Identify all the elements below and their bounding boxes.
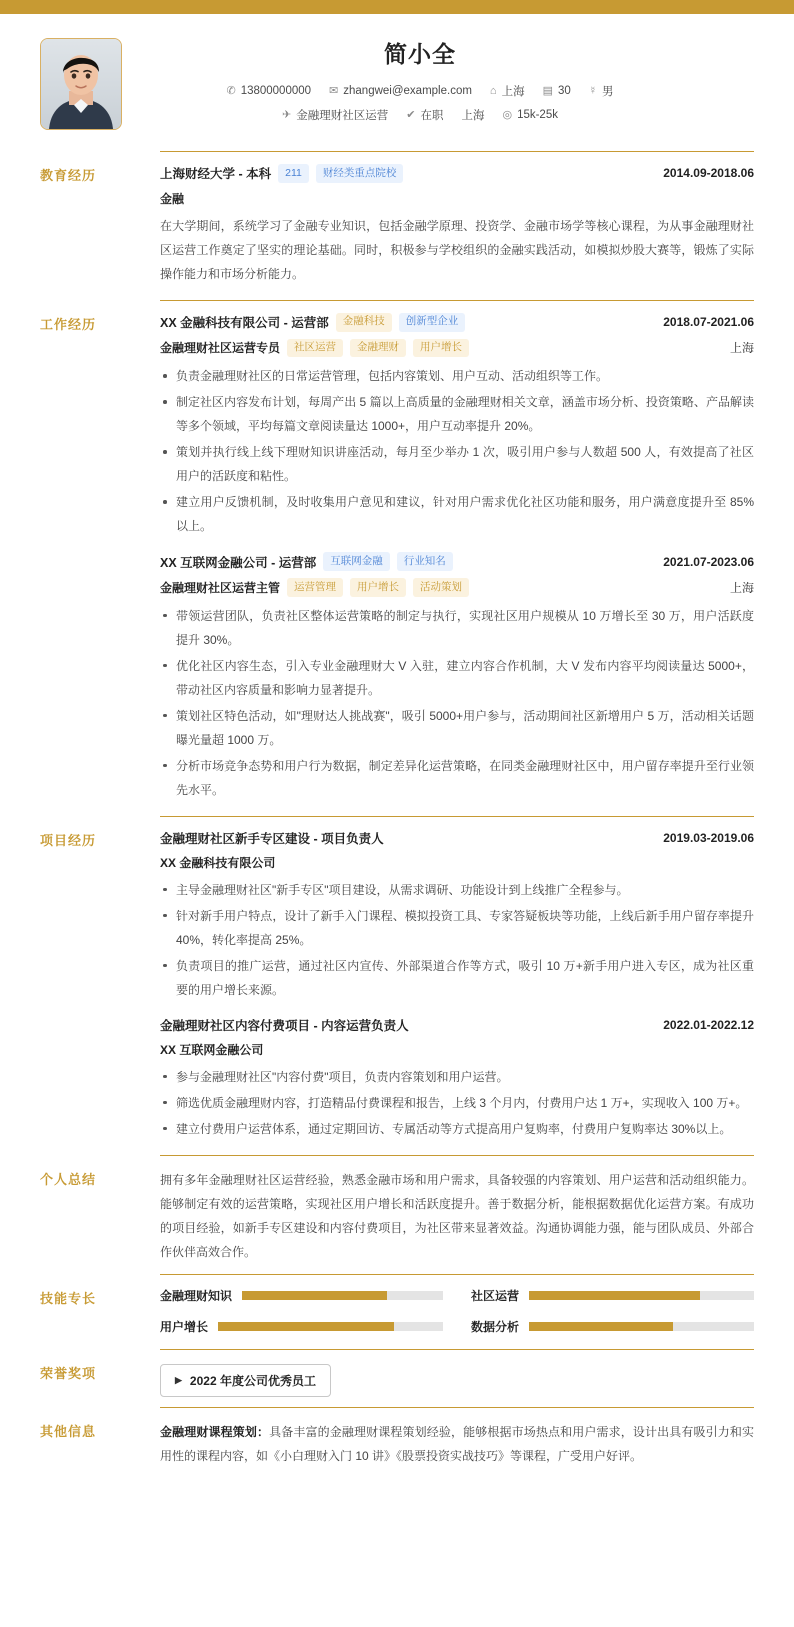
summary-text: 拥有多年金融理财社区运营经验，熟悉金融市场和用户需求，具备较强的内容策划、用户运营和活动组织能力。能够制定有效的运营策略，实现社区用户增长和活跃度提升。善于数据分析，能根据数据优化运营方案。有成功的项目经验，如新手专区建设和内容付费项目，为社区带来显著效益。沟通协调能力强，能与团队成员、外部合作伙伴高效合作。 <box>160 1172 754 1259</box>
section-education <box>0 151 794 290</box>
page-title: 简小全 <box>384 41 456 67</box>
section-honors <box>0 1349 794 1397</box>
job-position <box>282 107 388 123</box>
contact-age-text: 30 <box>557 85 571 97</box>
job-status <box>406 107 443 123</box>
list-item: 筛选优质金融理财内容，打造精品付费课程和报告，上线 3 个月内，付费用户达 1 万+，实现收入 100 万+。 <box>160 1091 754 1115</box>
work-entry <box>160 313 754 539</box>
contact-gender-text: 男 <box>602 86 614 98</box>
skill-progress-fill <box>218 1322 393 1331</box>
list-item: 主导金融理财社区"新手专区"项目建设，从需求调研、功能设计到上线推广全程参与。 <box>160 878 754 902</box>
salary-icon: ◎ <box>502 108 513 121</box>
section-other <box>0 1407 794 1468</box>
work-role-row <box>160 578 754 597</box>
project-date: 2019.03-2019.06 <box>663 830 754 845</box>
section-title-work: 工作经历 <box>40 316 97 332</box>
list-item: 带领运营团队，负责社区整体运营策略的制定与执行，实现社区用户规模从 10 万增长至 30 万，用户活跃度提升 30%。 <box>160 604 754 652</box>
project-entry-head-left <box>160 829 384 847</box>
location-icon: ⌂ <box>489 84 497 97</box>
section-summary <box>0 1155 794 1264</box>
top-accent-bar <box>0 0 794 14</box>
other-info-paragraph <box>160 1420 754 1468</box>
education-tag: 财经类重点院校 <box>316 164 404 183</box>
work-location: 上海 <box>729 341 754 356</box>
education-description: 在大学期间，系统学习了金融专业知识，包括金融学原理、投资学、金融市场学等核心课程，为从事金融理财社区运营工作奠定了坚实的理论基础。同时，积极参与学校组织的金融实践活动，如模拟炒股大赛等，锻炼了实际操作能力和市场分析能力。 <box>160 218 754 281</box>
avatar-container <box>40 32 126 130</box>
work-role-tag: 用户增长 <box>413 339 469 358</box>
list-item: 策划并执行线上线下理财知识讲座活动，每月至少举办 1 次，吸引用户参与人数超 500 人，有效提高了社区用户的活跃度和粘性。 <box>160 440 754 488</box>
list-item: 负责项目的推广运营，通过社区内宣传、外部渠道合作等方式，吸引 10 万+新手用户进入专区，成为社区重要的用户增长来源。 <box>160 954 754 1002</box>
work-tag: 互联网金融 <box>323 552 390 571</box>
skill-label: 金融理财知识 <box>160 1288 233 1303</box>
section-skills <box>0 1274 794 1339</box>
section-body-skills <box>160 1274 754 1339</box>
section-body-work <box>160 300 754 806</box>
job-city-text: 上海 <box>461 110 485 122</box>
list-item: 优化社区内容生态，引入专业金融理财大 V 入驻，建立内容合作机制，大 V 发布内容平均阅读量达 5000+，带动社区内容质量和影响力显著提升。 <box>160 654 754 702</box>
work-role-left <box>160 578 469 597</box>
work-entry-head <box>160 313 754 332</box>
work-role-tag: 社区运营 <box>287 339 343 358</box>
work-tag: 行业知名 <box>397 552 453 571</box>
work-company: XX 金融科技有限公司 - 运营部 <box>160 316 329 331</box>
education-school: 上海财经大学 - 本科 <box>160 167 272 182</box>
section-title-skills: 技能专长 <box>40 1290 97 1306</box>
work-location: 上海 <box>729 580 754 595</box>
skill-item <box>471 1318 754 1335</box>
project-bullets <box>160 1065 754 1141</box>
work-role-left <box>160 339 469 358</box>
triangle-right-icon: ▶ <box>175 1374 182 1385</box>
job-status-text: 在职 <box>420 110 444 122</box>
project-entry-head-left <box>160 1016 409 1034</box>
skill-label: 数据分析 <box>471 1319 520 1334</box>
job-salary <box>502 109 558 121</box>
project-bullets <box>160 878 754 1002</box>
section-title-honors: 荣誉奖项 <box>40 1365 97 1381</box>
other-info-lead: 金融理财课程策划： <box>160 1424 270 1439</box>
education-date: 2014.09-2018.06 <box>663 166 754 181</box>
work-tag: 创新型企业 <box>399 313 466 332</box>
section-work <box>0 300 794 806</box>
work-bullets <box>160 364 754 538</box>
contact-email-text: zhangwei@example.com <box>343 85 472 97</box>
honor-label: 2022 年度公司优秀员工 <box>189 1373 316 1388</box>
section-body-education <box>160 151 754 290</box>
list-item: 负责金融理财社区的日常运营管理，包括内容策划、用户互动、活动组织等工作。 <box>160 364 754 388</box>
gender-icon: ☿ <box>588 84 598 97</box>
work-entry <box>160 552 754 802</box>
job-city <box>461 107 484 123</box>
section-body-other <box>160 1407 754 1468</box>
contact-gender <box>589 83 614 99</box>
section-body-project <box>160 816 754 1145</box>
education-tag: 211 <box>278 164 309 183</box>
work-role: 金融理财社区运营专员 <box>160 341 281 356</box>
project-entry <box>160 1016 754 1141</box>
section-title-other: 其他信息 <box>40 1423 97 1439</box>
avatar-photo-icon <box>41 39 121 129</box>
honor-item[interactable] <box>160 1364 331 1397</box>
age-icon: ▤ <box>542 84 553 97</box>
skill-label: 社区运营 <box>471 1288 520 1303</box>
skill-label: 用户增长 <box>160 1319 209 1334</box>
education-major: 金融 <box>160 191 185 206</box>
avatar <box>40 38 122 130</box>
list-item: 分析市场竞争态势和用户行为数据，制定差异化运营策略，在同类金融理财社区中，用户留存率提升至行业领先水平。 <box>160 754 754 802</box>
contact-phone <box>226 85 311 97</box>
project-company: XX 金融科技有限公司 <box>160 855 276 870</box>
section-title-project: 项目经历 <box>40 832 97 848</box>
contact-email <box>329 85 472 97</box>
work-role-tag: 用户增长 <box>350 578 406 597</box>
work-tag: 金融科技 <box>336 313 392 332</box>
contact-phone-text: 13800000000 <box>240 85 312 97</box>
contact-location <box>490 83 525 99</box>
bottom-spacer <box>0 1468 794 1498</box>
section-body-summary <box>160 1155 754 1264</box>
section-title-summary: 个人总结 <box>40 1171 97 1187</box>
project-entry-head <box>160 1016 754 1034</box>
email-icon: ✉ <box>329 84 339 97</box>
work-role-tag: 金融理财 <box>350 339 406 358</box>
project-entry-head <box>160 829 754 847</box>
skill-progress-bar <box>242 1291 443 1300</box>
list-item: 建立付费用户运营体系，通过定期回访、专属活动等方式提高用户复购率，付费用户复购率达 30%以上。 <box>160 1117 754 1141</box>
contact-location-text: 上海 <box>501 86 525 98</box>
skill-progress-bar <box>529 1291 754 1300</box>
work-date: 2021.07-2023.06 <box>663 554 754 569</box>
contact-row <box>126 83 714 99</box>
skill-progress-bar <box>218 1322 443 1331</box>
work-role: 金融理财社区运营主管 <box>160 580 281 595</box>
work-bullets <box>160 604 754 802</box>
skill-item <box>471 1287 754 1304</box>
header-main <box>126 32 754 131</box>
position-icon: ✈ <box>282 108 292 121</box>
work-entry-head <box>160 552 754 571</box>
list-item: 制定社区内容发布计划，每周产出 5 篇以上高质量的金融理财相关文章，涵盖市场分析、投资策略、产品解读等多个领域，平均每篇文章阅读量达 1000+，用户互动率提升 20%。 <box>160 390 754 438</box>
resume-header <box>0 14 794 141</box>
section-project <box>0 816 794 1145</box>
education-entry-head <box>160 164 754 183</box>
skill-item <box>160 1287 443 1304</box>
work-company: XX 互联网金融公司 - 运营部 <box>160 555 317 570</box>
list-item: 针对新手用户特点，设计了新手入门课程、模拟投资工具、专家答疑板块等功能，上线后新手用户留存率提升 40%，转化率提高 25%。 <box>160 904 754 952</box>
project-company: XX 互联网金融公司 <box>160 1042 264 1057</box>
work-entry-head-left <box>160 313 465 332</box>
skill-progress-fill <box>529 1291 700 1300</box>
other-info-text: 具备丰富的金融理财课程策划经验，能够根据市场热点和用户需求，设计出具有吸引力和实用性的课程内容，如《小白理财入门 10 讲》《股票投资实战技巧》等课程，广受用户好评。 <box>160 1424 754 1463</box>
skill-progress-bar <box>529 1322 754 1331</box>
education-entry-head-left <box>160 164 403 183</box>
skill-item <box>160 1318 443 1335</box>
skill-progress-fill <box>529 1322 673 1331</box>
project-date: 2022.01-2022.12 <box>663 1017 754 1032</box>
list-item: 策划社区特色活动，如"理财达人挑战赛"，吸引 5000+用户参与，活动期间社区新增用户 5 万，活动相关话题曝光量超 1000 万。 <box>160 704 754 752</box>
list-item: 参与金融理财社区"内容付费"项目，负责内容策划和用户运营。 <box>160 1065 754 1089</box>
education-entry <box>160 164 754 286</box>
job-position-text: 金融理财社区运营 <box>296 110 389 122</box>
skill-progress-fill <box>242 1291 387 1300</box>
work-date: 2018.07-2021.06 <box>663 315 754 330</box>
job-meta-row <box>126 107 714 123</box>
list-item: 建立用户反馈机制，及时收集用户意见和建议，针对用户需求优化社区功能和服务，用户满意度提升至 85%以上。 <box>160 490 754 538</box>
work-role-row <box>160 339 754 358</box>
project-title: 金融理财社区新手专区建设 - 项目负责人 <box>160 831 384 846</box>
contact-age <box>543 85 571 97</box>
job-salary-text: 15k-25k <box>517 109 558 121</box>
work-role-tag: 运营管理 <box>287 578 343 597</box>
project-title: 金融理财社区内容付费项目 - 内容运营负责人 <box>160 1018 409 1033</box>
project-entry <box>160 829 754 1002</box>
work-entry-head-left <box>160 552 453 571</box>
section-body-honors <box>160 1349 754 1397</box>
status-icon: ✔ <box>406 108 416 121</box>
section-title-education: 教育经历 <box>40 168 97 183</box>
phone-icon: ✆ <box>226 84 236 97</box>
skills-grid <box>160 1287 754 1339</box>
work-role-tag: 活动策划 <box>413 578 469 597</box>
